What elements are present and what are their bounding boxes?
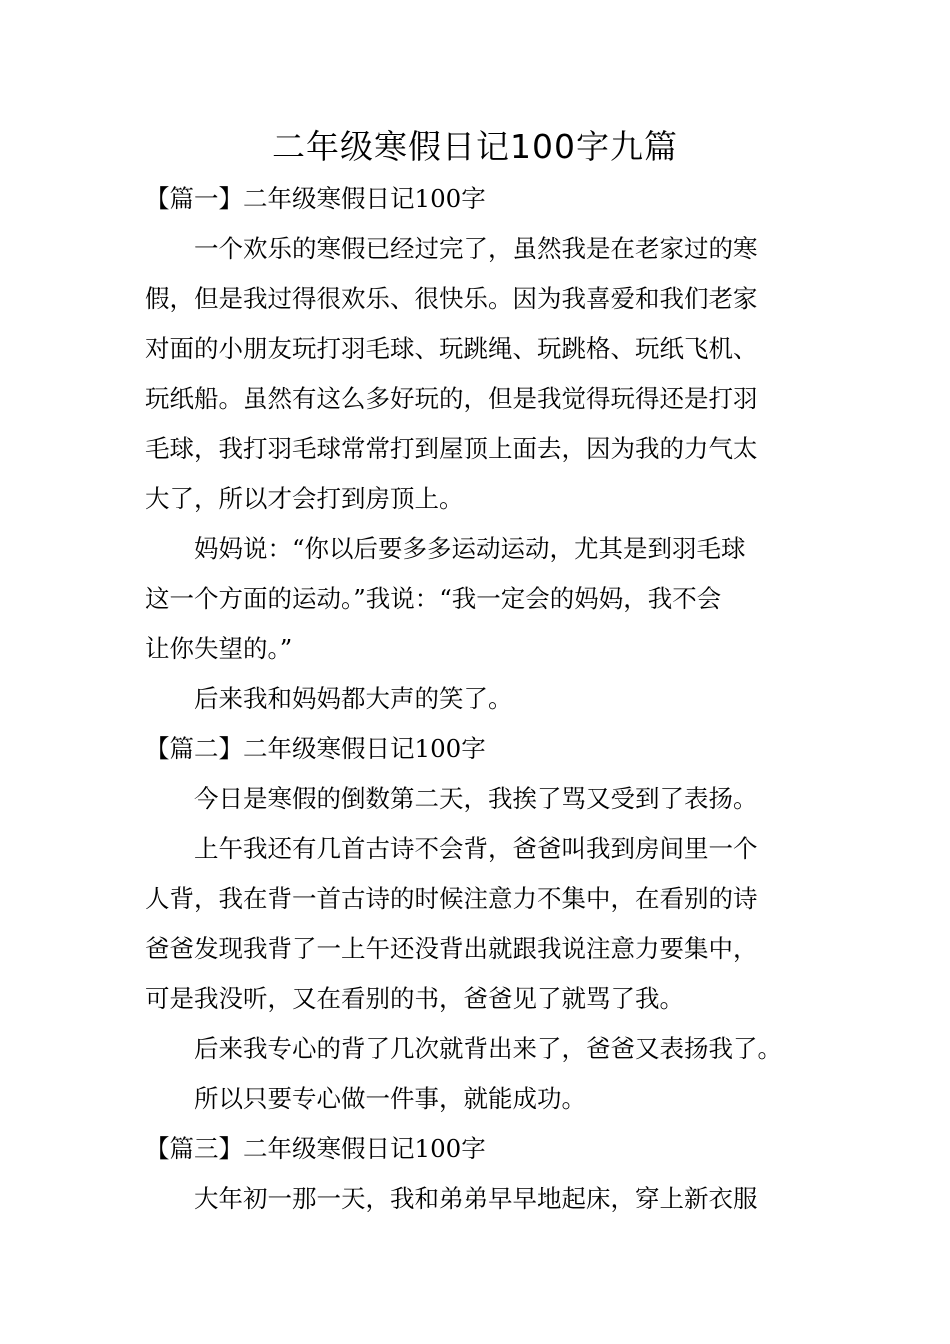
section-heading-1: 【篇一】二年级寒假日记100字 — [145, 184, 486, 213]
paragraph-line: 后来我专心的背了几次就背出来了，爸爸又表扬我了。 — [194, 1034, 782, 1063]
paragraph-line: 上午我还有几首古诗不会背，爸爸叫我到房间里一个 — [194, 834, 758, 863]
paragraph-line: 毛球，我打羽毛球常常打到屋顶上面去，因为我的力气太 — [145, 434, 758, 463]
paragraph-line: 假，但是我过得很欢乐、很快乐。因为我喜爱和我们老家 — [145, 284, 758, 313]
paragraph-line: 大了，所以才会打到房顶上。 — [145, 484, 464, 513]
paragraph-line: 今日是寒假的倒数第二天，我挨了骂又受到了表扬。 — [194, 784, 758, 813]
paragraph-line: 对面的小朋友玩打羽毛球、玩跳绳、玩跳格、玩纸飞机、 — [145, 334, 758, 363]
paragraph-line: 所以只要专心做一件事，就能成功。 — [194, 1084, 586, 1113]
paragraph-line: 这一个方面的运动。”我说：“我一定会的妈妈，我不会 — [145, 584, 722, 613]
paragraph-line: 可是我没听，又在看别的书，爸爸见了就骂了我。 — [145, 984, 684, 1013]
section-heading-3: 【篇三】二年级寒假日记100字 — [145, 1134, 486, 1163]
paragraph-line: 人背，我在背一首古诗的时候注意力不集中，在看别的诗 — [145, 884, 758, 913]
document-title: 二年级寒假日记100字九篇 — [272, 127, 678, 166]
paragraph-line: 爸爸发现我背了一上午还没背出就跟我说注意力要集中， — [145, 934, 758, 963]
paragraph-line: 后来我和妈妈都大声的笑了。 — [194, 684, 513, 713]
paragraph-line: 一个欢乐的寒假已经过完了，虽然我是在老家过的寒 — [194, 234, 758, 263]
document-body — [145, 174, 810, 1224]
paragraph-line: 玩纸船。虽然有这么多好玩的，但是我觉得玩得还是打羽 — [145, 384, 758, 413]
paragraph-line: 让你失望的。” — [145, 634, 293, 663]
paragraph-line: 大年初一那一天，我和弟弟早早地起床，穿上新衣服 — [194, 1184, 758, 1213]
paragraph-line: 妈妈说：“你以后要多多运动运动，尤其是到羽毛球 — [194, 534, 746, 563]
section-heading-2: 【篇二】二年级寒假日记100字 — [145, 734, 486, 763]
